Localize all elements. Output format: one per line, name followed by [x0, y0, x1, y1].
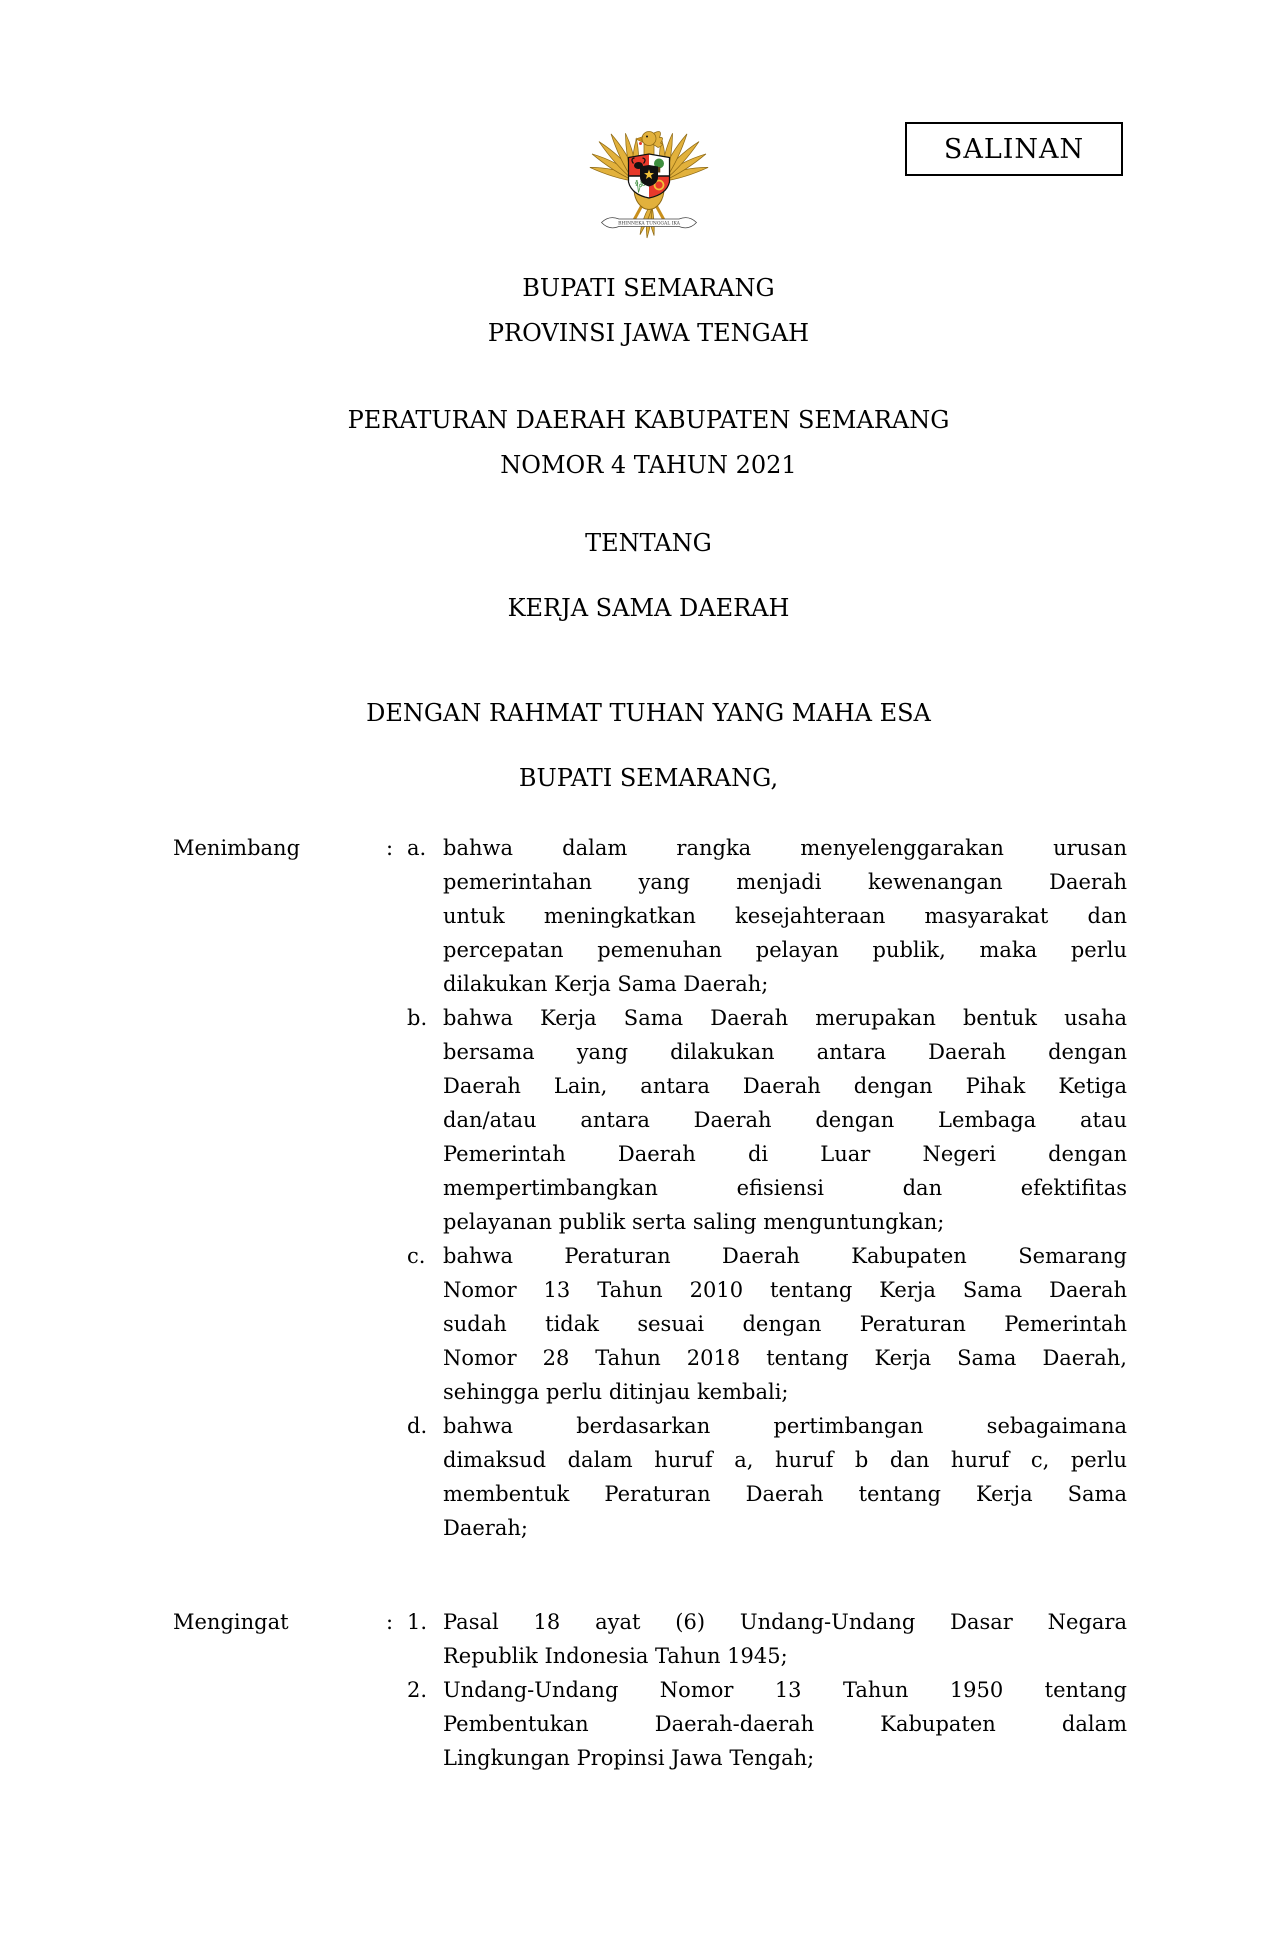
garuda-pancasila-emblem — [574, 100, 724, 252]
list-item — [407, 1605, 1127, 1673]
regulation-title: PERATURAN DAERAH KABUPATEN SEMARANG — [347, 406, 950, 434]
menimbang-section — [173, 831, 1127, 1545]
text-line: Undang-Undang Nomor 13 Tahun 1950 tentang — [443, 1678, 1127, 1702]
about-label: TENTANG — [585, 529, 712, 557]
mengingat-colon: : — [386, 1610, 394, 1634]
item-marker: d. — [407, 1414, 428, 1438]
text-line: pemerintahan yang menjadi kewenangan Daerah — [443, 870, 1127, 894]
officiant-line: BUPATI SEMARANG, — [518, 764, 779, 792]
mengingat-label: Mengingat — [173, 1610, 289, 1634]
item-marker: c. — [407, 1244, 426, 1268]
text-line: bahwa Peraturan Daerah Kabupaten Semarang — [443, 1244, 1127, 1268]
text-line: Daerah Lain, antara Daerah dengan Pihak Ketiga — [443, 1074, 1127, 1098]
item-lines — [443, 831, 1127, 1001]
menimbang-colon: : — [386, 836, 394, 860]
text-line: Pasal 18 ayat (6) Undang-Undang Dasar Negara — [443, 1610, 1127, 1634]
text-line: dan/atau antara Daerah dengan Lembaga atau — [443, 1108, 1127, 1132]
head-icon — [635, 132, 662, 148]
text-line: Pembentukan Daerah-daerah Kabupaten dalam — [443, 1712, 1127, 1736]
text-line: membentuk Peraturan Daerah tentang Kerja Sama — [443, 1482, 1127, 1506]
text-line: Daerah; — [443, 1516, 528, 1540]
text-line: dilakukan Kerja Sama Daerah; — [443, 972, 769, 996]
list-item — [407, 1239, 1127, 1409]
text-line: bahwa dalam rangka menyelenggarakan urusan — [443, 836, 1127, 860]
motto-text: BHINNEKA TUNGGAL IKA — [617, 221, 680, 227]
text-line: Lingkungan Propinsi Jawa Tengah; — [443, 1746, 815, 1770]
mengingat-items — [407, 1605, 1127, 1775]
invocation-line: DENGAN RAHMAT TUHAN YANG MAHA ESA — [366, 699, 931, 727]
list-item — [407, 831, 1127, 1001]
text-line: sehingga perlu ditinjau kembali; — [443, 1380, 789, 1404]
text-line: Nomor 13 Tahun 2010 tentang Kerja Sama Daerah — [443, 1278, 1127, 1302]
item-marker: 1. — [407, 1610, 428, 1634]
salinan-stamp-label: SALINAN — [943, 133, 1085, 165]
text-line: bahwa berdasarkan pertimbangan sebagaimana — [443, 1414, 1127, 1438]
list-item — [407, 1001, 1127, 1239]
item-marker: a. — [407, 836, 427, 860]
letterhead-line-2: PROVINSI JAWA TENGAH — [487, 319, 810, 347]
text-line: bahwa Kerja Sama Daerah merupakan bentuk usaha — [443, 1006, 1127, 1030]
text-line: dimaksud dalam huruf a, huruf b dan huruf c, perlu — [443, 1448, 1127, 1472]
list-item — [407, 1409, 1127, 1545]
text-line: Republik Indonesia Tahun 1945; — [443, 1644, 788, 1668]
item-lines — [443, 1409, 1127, 1545]
regulation-subject: KERJA SAMA DAERAH — [507, 594, 790, 622]
text-line: percepatan pemenuhan pelayan publik, maka perlu — [443, 938, 1127, 962]
text-line: Nomor 28 Tahun 2018 tentang Kerja Sama Daerah, — [443, 1346, 1127, 1370]
text-line: Pemerintah Daerah di Luar Negeri dengan — [443, 1142, 1127, 1166]
salinan-stamp — [905, 122, 1123, 176]
text-line: untuk meningkatkan kesejahteraan masyarakat dan — [443, 904, 1127, 928]
text-line: mempertimbangkan efisiensi dan efektifitas — [443, 1176, 1127, 1200]
title-block — [170, 0, 1127, 793]
item-marker: 2. — [407, 1678, 428, 1702]
motto-scroll-icon — [601, 218, 696, 228]
item-lines — [443, 1001, 1127, 1239]
menimbang-items — [407, 831, 1127, 1545]
text-line: sudah tidak sesuai dengan Peraturan Pemerintah — [443, 1312, 1127, 1336]
item-marker: b. — [407, 1006, 428, 1030]
mengingat-section — [173, 1605, 1127, 1775]
menimbang-label: Menimbang — [173, 836, 301, 860]
text-line: pelayanan publik serta saling menguntungkan; — [443, 1210, 945, 1234]
text-line: bersama yang dilakukan antara Daerah dengan — [443, 1040, 1127, 1064]
item-lines — [443, 1239, 1127, 1409]
item-lines — [443, 1673, 1127, 1775]
regulation-number: NOMOR 4 TAHUN 2021 — [500, 451, 797, 479]
letterhead-line-1: BUPATI SEMARANG — [522, 274, 775, 302]
list-item — [407, 1673, 1127, 1775]
item-lines — [443, 1605, 1127, 1673]
pancasila-shield-icon — [628, 154, 669, 198]
